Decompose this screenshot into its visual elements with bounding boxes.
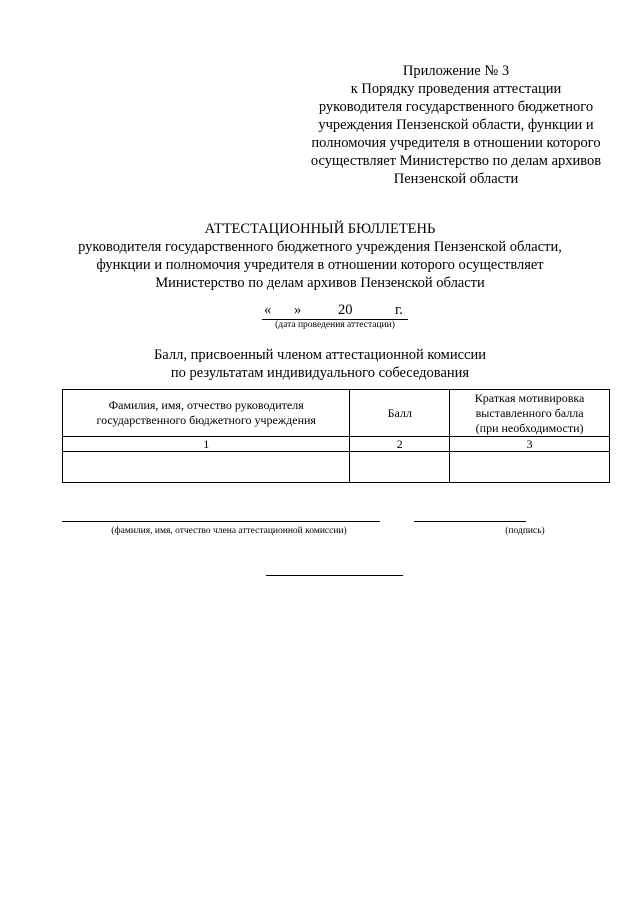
header-score-label: Балл [387, 405, 412, 420]
column-number: 3 [450, 437, 610, 452]
appendix-line: учреждения Пензенской области, функции и [318, 117, 594, 133]
score-heading [100, 346, 540, 382]
table-row [63, 452, 610, 483]
signature-caption: (подпись) [505, 526, 545, 536]
header-score [350, 390, 450, 437]
date-field [262, 302, 408, 320]
appendix-header [300, 62, 612, 188]
score-table [62, 389, 610, 483]
table-number-row [63, 437, 610, 452]
signature-line [414, 521, 526, 522]
document-end-line [266, 575, 403, 576]
header-motivation-line1: Краткая мотивировка [474, 390, 585, 405]
appendix-line: полномочия учредителя в отношении которого [311, 135, 601, 151]
date-caption: (дата проведения аттестации) [275, 320, 395, 330]
table-cell-motivation [450, 452, 610, 483]
column-number: 2 [350, 437, 450, 452]
header-motivation-line2: выставленного балла [475, 405, 584, 420]
appendix-line: руководителя государственного бюджетного [318, 99, 594, 115]
header-full-name [63, 390, 350, 437]
date-year-prefix: 20 [338, 302, 353, 318]
document-subtitle-line: руководителя государственного бюджетного учреждения Пензенской области, [78, 239, 562, 255]
name-caption: (фамилия, имя, отчество члена аттестационной комиссии) [111, 526, 347, 536]
score-heading-line: по результатам индивидуального собеседования [170, 365, 470, 381]
header-full-name-line1: Фамилия, имя, отчество руководителя [108, 398, 304, 412]
header-motivation [450, 390, 610, 437]
date-close-quote: » [294, 302, 302, 318]
document-subtitle-line: Министерство по делам архивов Пензенской области [155, 275, 485, 291]
document-subtitle-line: функции и полномочия учредителя в отношении которого осуществляет [96, 257, 544, 273]
appendix-line: к Порядку проведения аттестации [350, 81, 562, 97]
table-cell-full-name [63, 452, 350, 483]
appendix-line: Приложение № 3 [402, 63, 510, 79]
date-year-suffix: г. [395, 302, 403, 318]
column-number: 1 [63, 437, 350, 452]
appendix-line: Пензенской области [393, 171, 519, 187]
table-cell-score [350, 452, 450, 483]
document-title-block [40, 220, 600, 292]
date-open-quote: « [264, 302, 272, 318]
header-motivation-line3: (при необходимости) [475, 420, 584, 435]
document-title: АТТЕСТАЦИОННЫЙ БЮЛЛЕТЕНЬ [204, 221, 436, 237]
header-full-name-line2: государственного бюджетного учреждения [96, 413, 316, 427]
name-signature-line [62, 521, 380, 522]
table-header-row [63, 390, 610, 437]
appendix-line: осуществляет Министерство по делам архивов [310, 153, 602, 169]
score-heading-line: Балл, присвоенный членом аттестационной комиссии [153, 347, 487, 363]
